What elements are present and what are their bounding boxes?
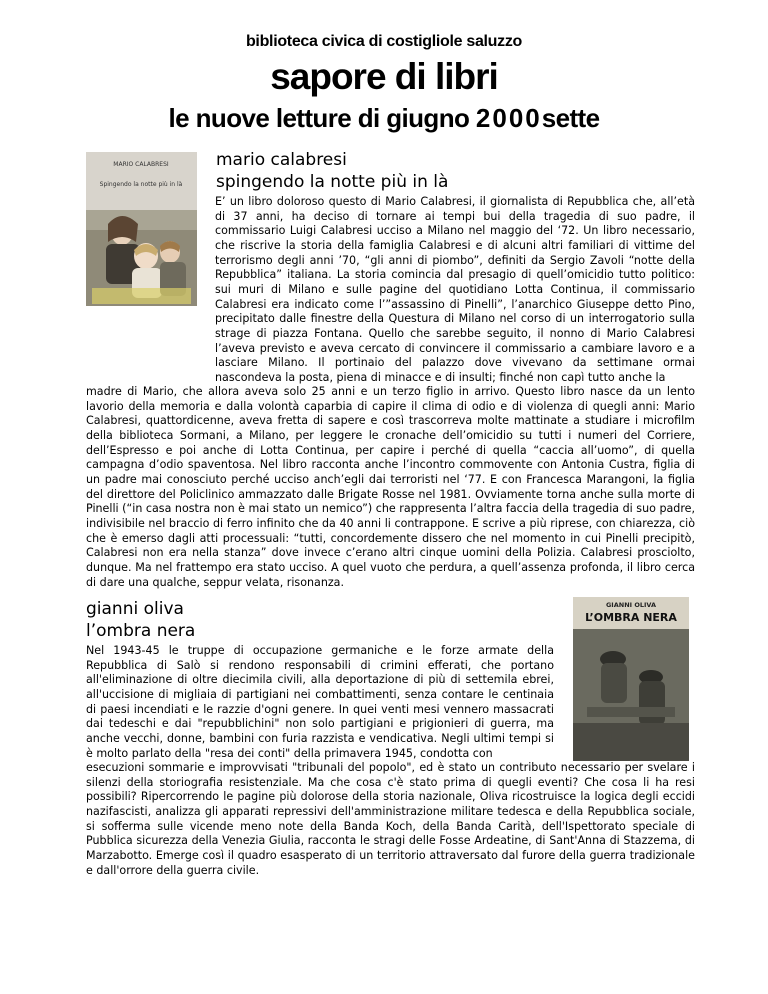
book-description-wrapped: E’ un libro doloroso questo di Mario Calabresi, il giornalista di Repubblica che, all’età di 37 anni, ha deciso di tornare ai tempi bui della tragedia di suo padre, il commissario Luigi Calabresi ucciso a Milano nel maggio del ‘72. Un libro necessario, che riscrive la storia della famiglia Calabresi e di alcuni altri familiari di vittime del terrorismo degli anni ’70, “gli anni di piombo”, definiti da Sergio Zavoli “notte della Repubblica” italiana. La storia comincia dal presagio di quell’omicidio tutto politico: sui muri di Milano e sulle pagine del quotidiano Lotta Continua, il commissario Calabresi era indicato come l’”assassino di Pinelli”, l’anarchico Giuseppe detto Pino, precipitato dalle finestre della Questura di Milano nel corso di un interrogatorio sulla strage di piazza Fontana. Quello che sarebbe seguito, il nonno di Mario Calabresi l’aveva previsto e aveva cercato di convincere il commissario a cambiare lavoro e a lasciare Milano. Il portinaio del palazzo dove vivevano da settimane ormai nascondeva la posta, piena di minacce e di insulti; finché non capì tutto anche la	[215, 195, 695, 384]
book-cover-calabresi	[86, 152, 197, 306]
book-description-2-wrapped: Nel 1943-45 le truppe di occupazione germaniche e le forze armate della Repubblica di Salò si rendono responsabili di crimini efferati, che portano all'eliminazione di oltre diecimila civili, alla deportazione di più di settemila ebrei, all'uccisione di migliaia di partigiani nei combattimenti, senza contare le centinaia di paesi incendiati e le razzie d'ogni genere. In quei venti mesi vennero massacrati dai tedeschi e dai "repubblichini" non solo partigiani e prigionieri di guerra, ma anche vecchi, donne, bambini con furia razzista e vendicativa. Negli ultimi tempi si è molto parlato della "resa dei conti" della primavera 1945, condotta con	[86, 644, 554, 760]
book-author: mario calabresi	[216, 150, 347, 170]
cover-photo-soldiers	[573, 597, 689, 761]
subtitle-text: le nuove letture di giugno	[168, 103, 476, 133]
cover-photo-children	[86, 152, 197, 306]
library-name: biblioteca civica di costigliole saluzzo	[245, 33, 523, 50]
book-description-full: madre di Mario, che allora aveva solo 25 anni e un terzo figlio in arrivo. Questo libro nasce da un lento lavorio della memoria e dalla volontà caparbia di capire il clima di odio e di violenza di quegli anni: Mario Calabresi, quattordicenne, aveva fretta di sapere e così trascorreva molte mattinate a studiare i microfilm della biblioteca Sormani, a Milano, per leggere le cronache dell’omicidio su tutti i numeri del Corriere, dell’Espresso e poi anche di Lotta Continua, per capire i perché di quella “caccia all’uomo”, di quella campagna d’odio spaventosa. Nel libro racconta anche l’incontro commovente con Antonia Custra, figlia di un padre mai conosciuto perché ucciso anch’egli dai terroristi nel ‘77. E con Francesca Marangoni, la figlia del direttore del Policlinico ammazzato dalle Brigate Rosse nel 1981. Ovviamente torna anche sulla morte di Pinelli (“in casa nostra non è mai stato un nemico”) che rappresenta l’altra faccia della tragedia di suo padre, indivisibile nel braccio di ferro infinito che da 40 anni li contrappone. E scrive a più riprese, con chiarezza, ciò che è emerso dagli atti processuali: “tutti, concordemente dissero che nel momento in cui Pinelli precipitò, Calabresi non era nella stanza” dove invece c’erano altri cinque uomini della Polizia. Calabresi prosciolto, dunque. Ma nel frattempo era stato ucciso. A quel vuoto che perdura, a quell’assenza profonda, il libro cerca di dare una qualche, seppur velata, risonanza.	[86, 385, 695, 589]
book-title-2: l’ombra nera	[86, 621, 196, 641]
svg-text:L’OMBRA NERA: L’OMBRA NERA	[585, 611, 677, 624]
svg-text:Spingendo la notte più in là: Spingendo la notte più in là	[99, 181, 183, 188]
subtitle-suffix: sette	[541, 103, 600, 133]
page-title: sapore di libri	[270, 56, 498, 97]
book-author-2: gianni oliva	[86, 599, 184, 619]
subtitle-year: 2000	[475, 103, 542, 133]
book-title: spingendo la notte più in là	[216, 172, 449, 192]
book-description-2-full: esecuzioni sommarie e improvvisati "tribunali del popolo", ed è stato un contributo necessario per svelare i silenzi della storiografia resistenziale. Ma che cosa c'è stato prima di quegli eventi? Che cosa li ha resi possibili? Ripercorrendo le pagine più dolorose della storia nazionale, Oliva ricostruisce la logica degli eccidi nazifascisti, analizza gli apparati repressivi dell'amministrazione militare tedesca e della Repubblica sociale, si sofferma sulle vicende meno note della Banda Koch, della Banda Carità, dell'Ispettorato speciale di Pubblica sicurezza della Venezia Giulia, racconta le stragi delle Fosse Ardeatine, di Sant'Anna di Stazzema, di Marzabotto. Emerge così il quadro esasperato di un territorio attraversato dal furore della guerra tradizionale e dall'orrore della guerra civile.	[86, 761, 695, 877]
svg-text:MARIO CALABRESI: MARIO CALABRESI	[113, 161, 169, 168]
book-cover-oliva	[573, 597, 689, 761]
svg-text:GIANNI OLIVA: GIANNI OLIVA	[605, 601, 657, 609]
page-subtitle	[0, 103, 768, 134]
